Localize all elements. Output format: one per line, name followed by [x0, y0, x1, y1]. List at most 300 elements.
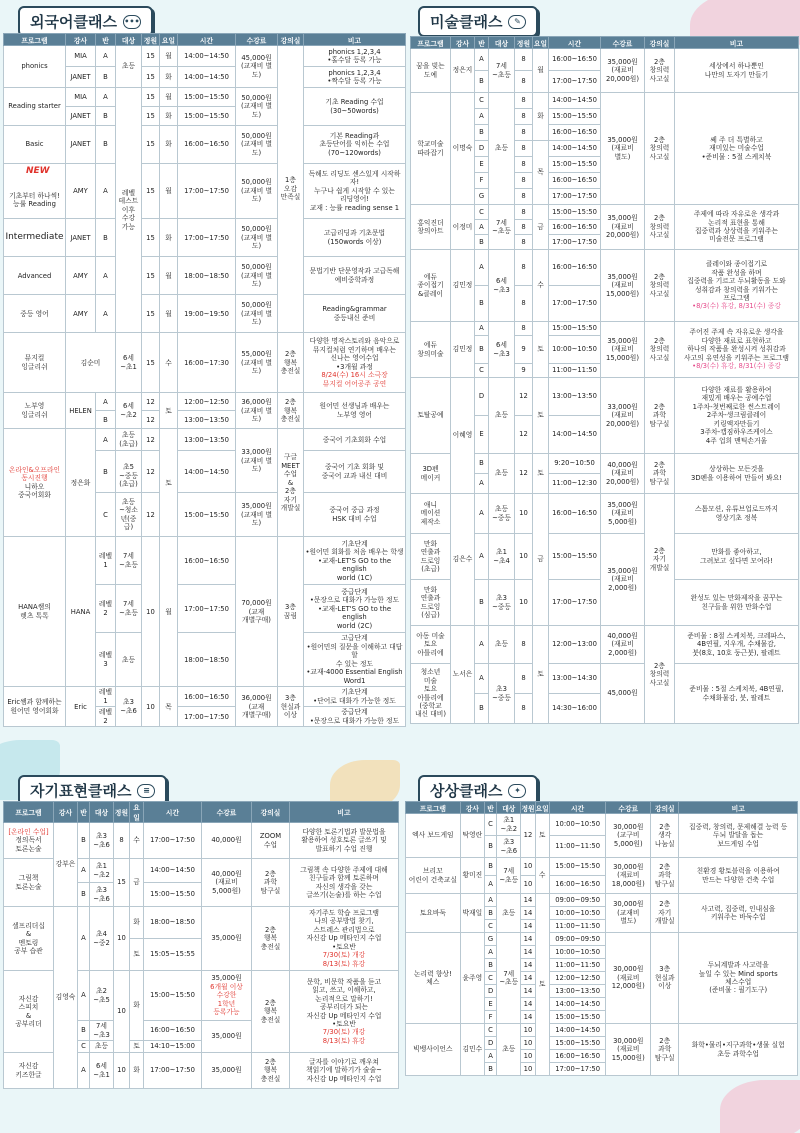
note: 쎄 주 더 특별하고 재미있는 미술수업 •준비물 : 5절 스케치북 — [675, 93, 799, 205]
day: 화 — [130, 907, 144, 939]
paintbrush-icon: ✎ — [508, 15, 526, 29]
target: 초등 ~중등 — [489, 494, 515, 534]
program-name: 토탈공예 — [411, 378, 451, 454]
capacity: 8 — [114, 823, 130, 859]
class: B — [484, 959, 496, 972]
fee: 36,000원 (교재비 별도) — [236, 393, 278, 429]
time: 13:00~14:30 — [549, 664, 601, 694]
time: 18:00~18:50 — [144, 907, 202, 939]
capacity: 14 — [521, 1011, 535, 1024]
day: 토 — [533, 322, 549, 378]
target: 6세 ~초1 — [90, 1053, 114, 1089]
class: C — [484, 972, 496, 985]
program-name: 중등 영어 — [4, 295, 66, 333]
time: 10:00~10:50 — [549, 336, 601, 364]
capacity: 10 — [114, 907, 130, 971]
time: 09:00~09:50 — [549, 894, 606, 907]
time: 15:00~15:50 — [549, 534, 601, 580]
room: 2층 창의력 사고실 — [645, 626, 675, 724]
capacity: 10 — [142, 537, 160, 687]
capacity: 12 — [142, 429, 160, 451]
col-header: 요일 — [130, 802, 144, 823]
class: D — [475, 141, 489, 157]
teacher: 김영숙 — [54, 907, 78, 1089]
program-name: 토요바둑 — [406, 894, 461, 933]
target: 7세 ~초등 — [116, 537, 142, 585]
note-highlight: 7/30(토) 개강 8/13(토) 휴강 — [322, 951, 366, 968]
class: A — [78, 1053, 90, 1089]
time: 14:00~14:50 — [144, 859, 202, 883]
col-header: 강의실 — [645, 37, 675, 49]
teacher: MIA — [66, 88, 96, 107]
note: 준비물 : 5절 스케치북, 4B연필, 수채화물감, 붓, 팔레트 — [675, 664, 799, 724]
foreign-table — [3, 33, 406, 727]
class: A — [96, 257, 116, 295]
capacity: 14 — [521, 920, 535, 933]
capacity: 10 — [521, 1024, 535, 1037]
time: 18:00~18:50 — [178, 633, 236, 687]
fee: 35,000원 — [202, 907, 252, 971]
time: 10:00~10:50 — [549, 946, 606, 959]
target: 초3 ~초6 — [116, 687, 142, 727]
table-row — [4, 164, 406, 219]
col-header: 강사 — [66, 34, 96, 46]
target: 초등 — [116, 633, 142, 687]
target: 레벨 테스트 이후 수강 가능 — [116, 88, 142, 333]
table-row — [411, 49, 799, 71]
teacher: 탁영란 — [460, 814, 484, 858]
class: A — [96, 295, 116, 333]
capacity: 15 — [142, 219, 160, 257]
capacity: 12 — [515, 378, 533, 416]
note: 고급단계 •원어민의 질문을 이해하고 대답할 수 있는 정도 •교재-4000 Essential English Word1 — [304, 633, 406, 687]
day: 목 — [533, 141, 549, 205]
time: 15:00~15:50 — [549, 109, 601, 125]
class: A — [484, 894, 496, 907]
col-header: 대상 — [497, 802, 521, 814]
col-header: 대상 — [90, 802, 114, 823]
target: 초3 ~중등 — [489, 580, 515, 626]
time: 13:00~13:50 — [549, 378, 601, 416]
program-name: 홍익진더 창의아트 — [411, 205, 451, 250]
time: 11:00~11:50 — [549, 959, 606, 972]
note: 기초단계 •단어로 대화가 가능한 정도 — [304, 687, 406, 707]
day: 월 — [160, 537, 178, 687]
capacity: 15 — [114, 859, 130, 907]
col-header: 반 — [484, 802, 496, 814]
capacity: 12 — [142, 493, 160, 537]
capacity: 15 — [142, 164, 160, 219]
time: 17:00~17:50 — [178, 219, 236, 257]
program-name: 청소년 미술 토요 아틀리에 (중학교 내신 대비) — [411, 664, 451, 724]
time: 16:00~16:50 — [549, 250, 601, 286]
capacity: 15 — [142, 67, 160, 88]
table-header-row — [4, 34, 406, 46]
time: 15:00~15:50 — [549, 205, 601, 220]
time: 15:00~15:50 — [549, 1037, 606, 1050]
class: A — [484, 1050, 496, 1063]
note — [675, 250, 799, 322]
program-name: 셀프리더십 & 멘토링 공부 습관 — [4, 907, 54, 971]
day: 토 — [535, 894, 549, 1076]
note — [675, 322, 799, 378]
col-header: 강의실 — [278, 34, 304, 46]
capacity: 10 — [521, 858, 535, 876]
target: 6세 ~초2 — [116, 393, 142, 429]
class: B — [96, 451, 116, 493]
note: 세상에서 하나뿐인 나만의 도자기 만들기 — [675, 49, 799, 93]
capacity: 10 — [114, 1053, 130, 1089]
fee: 35,000원 (교재비 별도) — [236, 493, 278, 537]
time: 16:00~16:50 — [549, 494, 601, 534]
class: A — [78, 907, 90, 971]
class: B — [78, 883, 90, 907]
time: 15:00~15:50 — [178, 107, 236, 126]
imagination-table — [405, 801, 798, 1076]
col-header: 강의실 — [252, 802, 290, 823]
target: 초등 — [489, 454, 515, 494]
expression-table-panel — [3, 801, 398, 1089]
capacity: 8 — [515, 694, 533, 724]
teacher: 이정미 — [451, 205, 475, 250]
capacity: 14 — [521, 894, 535, 907]
table-row — [411, 626, 799, 664]
fee: 40,000원 (재료비 2,000원) — [601, 626, 645, 664]
fee: 30,000원 (재료비 12,000원) — [606, 933, 651, 1024]
target: 초등 — [497, 894, 521, 933]
col-header: 반 — [475, 37, 489, 49]
note: 글자를 이야기로 깨우쳐 책읽기에 말하기가 술술~ 자신감 Up 메타인지 수업 — [290, 1053, 399, 1089]
class: B — [96, 107, 116, 126]
time: 16:00~16:50 — [549, 1050, 606, 1063]
program-name: 논리력 향상! 체스 — [406, 933, 461, 1024]
target: 초3 ~초6 — [90, 883, 114, 907]
day: 토 — [160, 393, 178, 429]
note: 스톱모션, 유튜브업로드까지 영상기초 정복 — [675, 494, 799, 534]
time: 17:00~17:50 — [144, 823, 202, 859]
fee: 40,000원 — [202, 823, 252, 859]
target: 초등 — [489, 93, 515, 205]
capacity: 8 — [515, 173, 533, 189]
day: 월 — [160, 46, 178, 67]
note: 그림책 속 다양한 주제에 대해 친구들과 함께 토론하며 자신의 생각을 갖는 글쓰기(논술)를 하는 수업 — [290, 859, 399, 907]
section-title-text: 상상클래스 — [430, 782, 503, 800]
fee: 33,000원 (재료비 20,000원) — [601, 378, 645, 454]
day: 토 — [160, 429, 178, 537]
teacher: MIA — [66, 46, 96, 67]
program-name: Eric쌤과 함께하는 원어민 영어회화 — [4, 687, 66, 727]
class: A — [475, 322, 489, 336]
section-title-text: 자기표현클래스 — [30, 782, 132, 800]
note: 중급단계 •문장으로 대화가 가능한 정도 — [304, 707, 406, 727]
target: 7세 ~초등 — [497, 858, 521, 894]
col-header: 정원 — [142, 34, 160, 46]
time: 14:10~15:00 — [144, 1041, 202, 1053]
class: D — [484, 985, 496, 998]
note: 준비물 : 8절 스케치북, 크레파스, 4B연필, 지우개, 수채물감, 붓(8호, 10호 둥근붓), 팔레트 — [675, 626, 799, 664]
note: 중국어 중급 과정 HSK 대비 수업 — [304, 493, 406, 537]
table-row — [4, 219, 406, 257]
class: A — [96, 88, 116, 107]
capacity: 14 — [521, 946, 535, 959]
fee: 35,000원 (재료비 20,000원) — [601, 49, 645, 93]
program-name: HANA쌤의 렛츠 톡톡 — [4, 537, 66, 687]
fee: 35,000원 — [202, 1021, 252, 1053]
fee: 35,000원 (재료비 2,000원) — [601, 534, 645, 626]
chat-icon: ≡ — [137, 784, 155, 798]
teacher: Eric — [66, 687, 96, 727]
class: 레벨2 — [96, 707, 116, 727]
note-highlight: 8/24(수) 16시 소극장 뮤지컬 어어공주 공연 — [321, 371, 388, 388]
col-header: 수강료 — [601, 37, 645, 49]
time: 16:00~16:50 — [549, 876, 606, 894]
fee: 70,000원 (교재 개별구매) — [236, 537, 278, 687]
table-row — [4, 823, 399, 859]
target: 6세 ~초3 — [489, 250, 515, 322]
target: 초등 (초급) — [116, 429, 142, 451]
fee: 55,000원 (교재비 별도) — [236, 333, 278, 393]
col-header: 시간 — [549, 802, 606, 814]
capacity: 8 — [515, 664, 533, 694]
room: ZOOM 수업 — [252, 823, 290, 859]
program-name: phonics — [4, 46, 66, 88]
program-name: Intermediate — [4, 219, 66, 257]
day: 수 — [533, 250, 549, 322]
time: 17:00~17:50 — [144, 1053, 202, 1089]
target: 초등 ~청소 년(중급) — [116, 493, 142, 537]
target: 7세 ~초등 — [497, 933, 521, 1024]
day: 화 — [160, 126, 178, 164]
col-header: 비고 — [675, 37, 799, 49]
table-row — [4, 907, 399, 939]
teacher: JANET — [66, 107, 96, 126]
note: 주제에 따라 자유로운 생각과 논리적 표현을 통해 집중력과 상상력을 키워주는 미술전문 프로그램 — [675, 205, 799, 250]
program-name: Basic — [4, 126, 66, 164]
fee: 40,000원 (재료비 5,000원) — [202, 859, 252, 907]
day: 화 — [160, 107, 178, 126]
teacher: AMY — [66, 295, 96, 333]
col-header: 비고 — [290, 802, 399, 823]
class: A — [96, 164, 116, 219]
section-title-text: 외국어클래스 — [30, 13, 117, 31]
teacher: 황미진 — [460, 858, 484, 894]
day: 금 — [533, 205, 549, 250]
col-header: 프로그램 — [4, 34, 66, 46]
time: 11:00~11:50 — [549, 836, 606, 858]
note: 완성도 있는 만화제작을 꿈꾸는 친구들을 위한 만화수업 — [675, 580, 799, 626]
day: 목 — [160, 687, 178, 727]
room: 2층 창의력 사고실 — [645, 322, 675, 378]
time: 16:00~16:50 — [549, 173, 601, 189]
fee: 36,000원 (교재 개별구매) — [236, 687, 278, 727]
note-text: 다양한 명작스토리와 음악으로 뮤지컬처럼 연기하며 배우는 신나는 영어수업 •3개월 과정 — [309, 337, 400, 371]
program-name: 노부영 잉글리쉬 — [4, 393, 66, 429]
col-header: 프로그램 — [4, 802, 54, 823]
program-name: 3D펜 메이커 — [411, 454, 451, 494]
teacher: 이명숙 — [451, 93, 475, 205]
day: 화 — [130, 1053, 144, 1089]
day: 금 — [533, 494, 549, 626]
class: 레벨3 — [96, 633, 116, 687]
class: B — [475, 454, 489, 474]
table-row — [411, 322, 799, 336]
fee: 40,000원 (재료비 20,000원) — [601, 454, 645, 494]
program-name: 엑사 보드게임 — [406, 814, 461, 858]
class: G — [484, 933, 496, 946]
fee: 35,000원 (재료비 15,000원) — [601, 250, 645, 322]
time: 15:00~15:50 — [178, 88, 236, 107]
time: 14:00~14:50 — [178, 67, 236, 88]
time: 09:00~09:50 — [549, 933, 606, 946]
capacity: 10 — [142, 687, 160, 727]
note: 중국어 기초회화 수업 — [304, 429, 406, 451]
class: C — [484, 920, 496, 933]
note-text: 주어진 주제 속 자유로운 생각을 다양한 재료로 표현하고 하나의 작품을 완성시켜 성취감과 사고의 유연성을 키워주는 프로그램 — [684, 328, 789, 362]
capacity: 10 — [515, 580, 533, 626]
fee: 35,000원 (재료비 20,000원) — [601, 205, 645, 250]
class: 레벨1 — [96, 687, 116, 707]
class: B — [484, 907, 496, 920]
class: C — [96, 493, 116, 537]
room: 2층 행복 충전실 — [252, 1053, 290, 1089]
time: 13:00~13:50 — [549, 985, 606, 998]
target: 7세 ~초3 — [90, 1021, 114, 1041]
class: C — [475, 205, 489, 220]
class: A — [96, 46, 116, 67]
target: 7세 ~초등 — [116, 585, 142, 633]
note: phonics 1,2,3,4 •짝수달 등록 가능 — [304, 67, 406, 88]
capacity: 12 — [142, 393, 160, 411]
room: 2층 자기 개발실 — [651, 894, 679, 933]
fee-note: 6개월 이상 수강한 1학년 등록가능 — [210, 982, 243, 1017]
room: 3층 꿈림 — [278, 537, 304, 687]
section-title-text: 미술클래스 — [430, 13, 503, 31]
program-name — [4, 429, 66, 537]
program-name: 아동 미술 토요 아틀리에 — [411, 626, 451, 664]
time: 15:00~15:50 — [549, 322, 601, 336]
capacity: 9 — [515, 336, 533, 364]
imagination-table-panel — [405, 801, 798, 1076]
class: B — [475, 580, 489, 626]
capacity: 8 — [515, 93, 533, 109]
room: 구글 MEET 수업 & 2층 자기 개발실 — [278, 429, 304, 537]
note: 친환경 황토블럭을 이용하여 만드는 다양한 건축 수업 — [679, 858, 798, 894]
program-online-tag: [온라인 수업] — [8, 827, 49, 836]
capacity: 8 — [515, 125, 533, 141]
time: 16:00~16:50 — [178, 687, 236, 707]
fee: 30,000원 (교재비 별도) — [606, 894, 651, 933]
day: 토 — [130, 939, 144, 971]
col-header: 요일 — [535, 802, 549, 814]
class: A — [475, 474, 489, 494]
note: 원어민 선생님과 배우는 노부영 영어 — [304, 393, 406, 429]
capacity: 8 — [515, 157, 533, 173]
capacity: 15 — [142, 88, 160, 107]
art-table — [410, 36, 799, 724]
class: B — [484, 858, 496, 876]
class: A — [78, 859, 90, 883]
day: 화 — [533, 93, 549, 141]
col-header: 정원 — [114, 802, 130, 823]
teacher: HANA — [66, 537, 96, 687]
time: 14:00~14:50 — [549, 1024, 606, 1037]
room: 3층 현실과 이상 — [278, 687, 304, 727]
room: 2층 과학 탐구실 — [252, 859, 290, 907]
art-table-panel — [410, 36, 798, 724]
day: 토 — [130, 1041, 144, 1053]
note: 독해도 리딩도 센스있게 시작하자! 누구나 쉽게 시작할 수 있는 리딩영어! 교재 : 능률 reading sense 1 — [304, 164, 406, 219]
program-name: 꿈을 빚는 도예 — [411, 49, 451, 93]
note-text: 자기주도 학습 프로그램 나의 공부방법 찾기, 스트레스 관리법으로 자신감 Up 메타인지 수업 •토요반 — [306, 908, 382, 951]
time: 9:20~10:50 — [549, 454, 601, 474]
class: A — [475, 220, 489, 235]
capacity: 8 — [515, 250, 533, 286]
class: A — [475, 49, 489, 71]
class: 레벨2 — [96, 585, 116, 633]
class: G — [475, 189, 489, 205]
capacity: 14 — [521, 985, 535, 998]
time: 15:00~15:50 — [144, 971, 202, 1021]
teacher: JANET — [66, 126, 96, 164]
room: 1층 오감 만족실 — [278, 46, 304, 333]
time: 15:00~15:50 — [549, 858, 606, 876]
fee: 30,000원 (재료비 15,000원) — [606, 1024, 651, 1076]
room: 2층 행복 충전실 — [252, 971, 290, 1053]
time: 14:00~14:50 — [178, 46, 236, 67]
program-name: 애니 메이션 제작소 — [411, 494, 451, 534]
lightbulb-icon: ✦ — [508, 784, 526, 798]
capacity: 15 — [142, 126, 160, 164]
room: 2층 과학 탐구실 — [651, 858, 679, 894]
capacity: 8 — [515, 626, 533, 664]
table-row — [4, 257, 406, 295]
day: 화 — [160, 67, 178, 88]
day: 수 — [535, 858, 549, 894]
capacity: 15 — [142, 46, 160, 67]
time: 11:00~12:30 — [549, 474, 601, 494]
program-name: 빅뱅사이언스 — [406, 1024, 461, 1076]
capacity: 14 — [521, 933, 535, 946]
day: 수 — [130, 823, 144, 859]
table-row — [4, 46, 406, 67]
note: 기초단계 •원어민 회화를 처음 배우는 학생 •교재-LET'S GO to the english world (1C) — [304, 537, 406, 585]
day: 토 — [533, 626, 549, 724]
class: B — [475, 336, 489, 364]
col-header: 시간 — [144, 802, 202, 823]
teacher: JANET — [66, 67, 96, 88]
program-name: 자신감 키즈한글 — [4, 1053, 54, 1089]
room: 2층 과학 탐구실 — [645, 378, 675, 454]
note: 만화를 좋아하고, 그려보고 싶다면 모여라! — [675, 534, 799, 580]
time: 14:00~14:50 — [549, 141, 601, 157]
class: 레벨1 — [96, 537, 116, 585]
teacher: 정은화 — [66, 429, 96, 537]
col-header: 시간 — [178, 34, 236, 46]
note-text: 문학, 비문학 작품을 듣고 읽고, 쓰고, 이해하고, 논리적으로 말하기! 공부리더가 되는 자신감 Up 메타인지 수업 •토요반 — [306, 977, 382, 1028]
program-name — [4, 823, 54, 859]
col-header: 강의실 — [651, 802, 679, 814]
time: 15:05~15:55 — [144, 939, 202, 971]
target: 초1 ~초4 — [489, 534, 515, 580]
time: 14:00~14:50 — [549, 93, 601, 109]
day: 월 — [160, 257, 178, 295]
foreign-table-panel — [3, 33, 405, 727]
table-row — [4, 687, 406, 707]
class: A — [475, 109, 489, 125]
capacity: 9 — [515, 364, 533, 378]
time: 14:00~14:50 — [178, 451, 236, 493]
class: E — [475, 157, 489, 173]
